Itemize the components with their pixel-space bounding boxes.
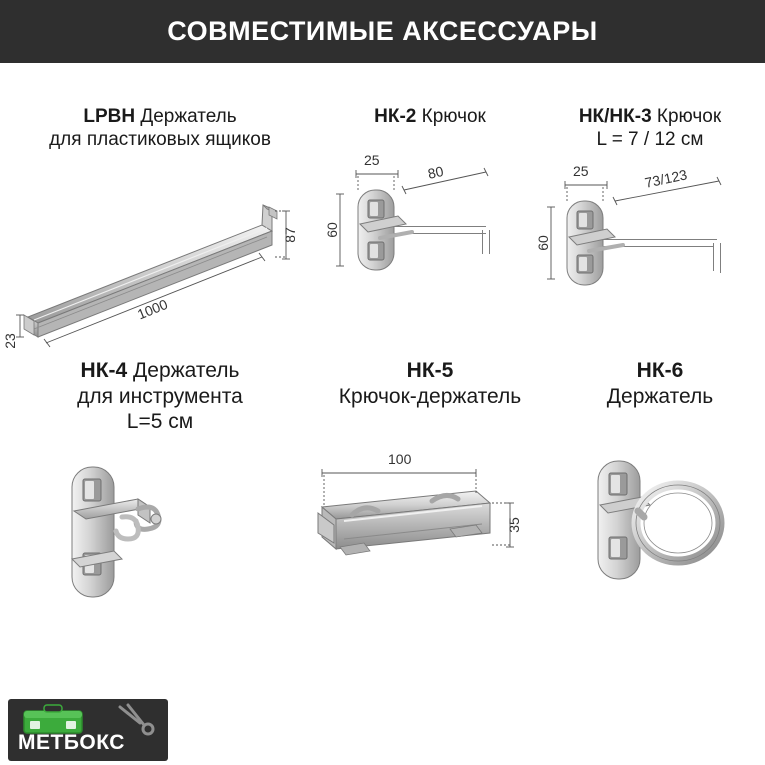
nk2-illustration xyxy=(320,154,540,344)
accessory-drawing-lpbh xyxy=(1,165,310,355)
dimension-lpbh-height: 87 xyxy=(281,227,298,244)
dimension-nk3-width: 25 xyxy=(573,163,589,180)
accessory-drawing-nk4 xyxy=(10,449,310,639)
accessory-drawing-nk6 xyxy=(560,451,760,641)
accessory-drawing-nk5 xyxy=(300,451,560,641)
accessory-subtitle-lpbh: для пластиковых ящиков xyxy=(49,129,271,151)
dimension-nk3-length: 73/123 xyxy=(643,166,689,192)
accessory-name-nk4: Держатель xyxy=(133,359,240,382)
brand-logo xyxy=(8,699,168,761)
nk5-illustration xyxy=(300,451,560,641)
accessory-name-nk5: Крючок-держатель xyxy=(338,384,522,408)
accessory-code-nk5: НК-5 xyxy=(406,359,454,382)
accessory-subtitle-nk3: L = 7 / 12 см xyxy=(596,129,704,151)
nk6-illustration xyxy=(560,451,760,641)
accessory-title-nk2 xyxy=(320,105,540,128)
nk4-illustration xyxy=(10,449,310,639)
dimension-lpbh-depth: 23 xyxy=(1,333,18,350)
accessory-title-lpbh xyxy=(10,105,310,151)
accessory-code-nk2: НК-2 xyxy=(374,106,417,127)
accessory-card-nk4 xyxy=(10,358,310,678)
dimension-nk2-height: 60 xyxy=(323,222,340,238)
accessory-code-lpbh: LPBH xyxy=(83,106,136,127)
header-bar xyxy=(0,0,765,63)
accessory-code-nk4: НК-4 xyxy=(80,359,128,382)
accessory-card-nk3 xyxy=(535,105,765,375)
logo-text: МЕТБОКС xyxy=(18,731,125,754)
accessory-card-lpbh xyxy=(1,105,310,375)
accessories-grid xyxy=(0,63,765,693)
accessory-card-nk2 xyxy=(320,105,540,375)
accessory-subtitle-nk4: для инструмента xyxy=(77,384,243,408)
dimension-nk5-height: 35 xyxy=(505,517,522,534)
dimension-lpbh-length: 1000 xyxy=(135,296,170,323)
footer xyxy=(0,693,765,765)
accessory-code-nk6: НК-6 xyxy=(636,359,684,382)
accessory-name-lpbh: Держатель xyxy=(140,106,237,127)
dimension-nk2-width: 25 xyxy=(364,152,380,169)
accessory-card-nk5 xyxy=(300,358,560,678)
accessory-name-nk2: Крючок xyxy=(421,106,486,127)
accessory-name-nk6: Держатель xyxy=(606,384,714,408)
accessory-card-nk6 xyxy=(560,358,760,678)
accessory-title-nk4 xyxy=(10,358,310,435)
accessory-drawing-nk2 xyxy=(320,154,540,344)
dimension-nk3-height: 60 xyxy=(534,235,551,252)
accessory-title-nk5 xyxy=(300,358,560,409)
nk3-illustration xyxy=(535,165,765,355)
accessory-length-nk4: L=5 см xyxy=(126,410,194,434)
page-title: СОВМЕСТИМЫЕ АКСЕССУАРЫ xyxy=(167,16,598,46)
lpbh-illustration xyxy=(10,165,310,355)
accessory-code-nk3: НК/НК-3 xyxy=(578,106,652,127)
dimension-nk5-width: 100 xyxy=(388,451,412,468)
dimension-nk2-length: 80 xyxy=(426,163,445,182)
accessory-title-nk6 xyxy=(560,358,760,409)
accessory-drawing-nk3 xyxy=(535,165,765,355)
accessory-name-nk3: Крючок xyxy=(656,106,722,127)
accessory-title-nk3 xyxy=(535,105,765,151)
